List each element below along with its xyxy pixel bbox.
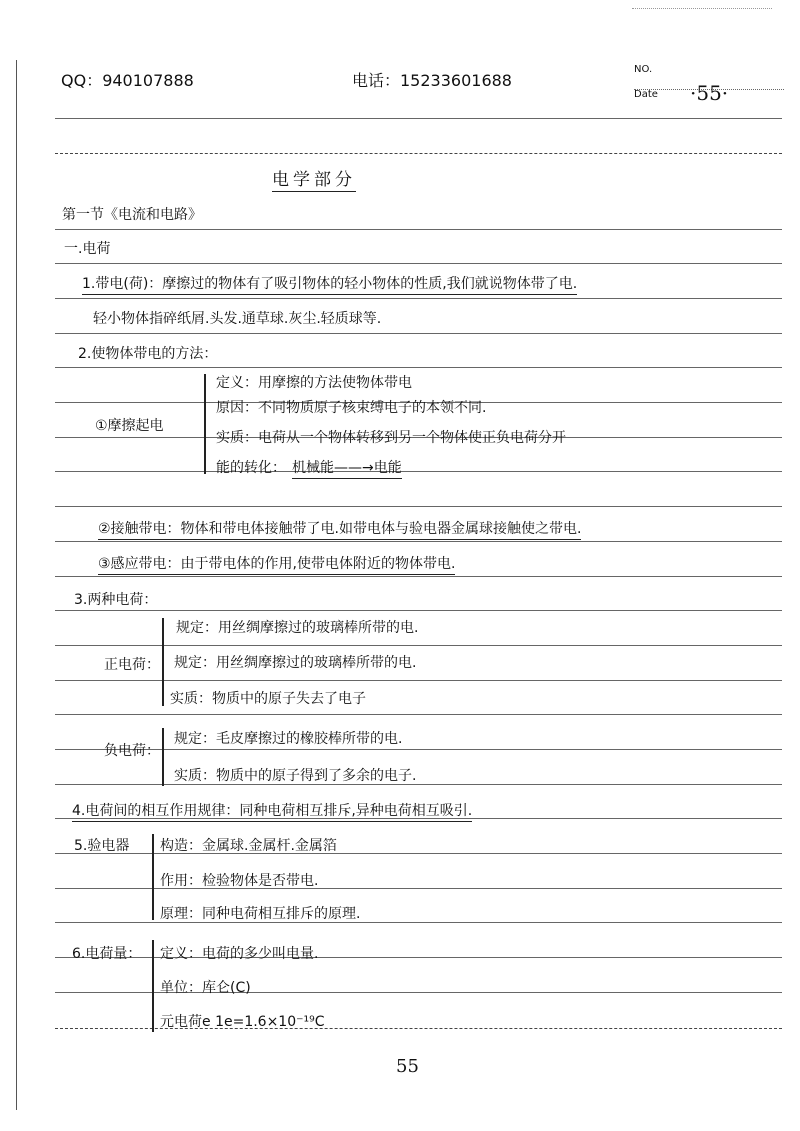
positive-rule-2: 规定：用丝绸摩擦过的玻璃棒所带的电. xyxy=(174,655,417,671)
item-charging-methods: 2.使物体带电的方法： xyxy=(78,346,218,362)
negative-rule: 规定：毛皮摩擦过的橡胶棒所带的电. xyxy=(174,731,403,747)
date-row xyxy=(634,81,784,105)
ruled-line xyxy=(55,784,782,785)
friction-cause: 原因：不同物质原子核束缚电子的本领不同. xyxy=(216,400,487,416)
top-dotted-line xyxy=(632,8,772,9)
ruled-line xyxy=(55,367,782,368)
charge-quantity-unit: 单位：库仑(C) xyxy=(160,980,251,996)
ruled-line xyxy=(55,298,782,299)
charge-quantity-definition: 定义：电荷的多少叫电量. xyxy=(160,946,319,962)
charge-quantity-elementary: 元电荷e 1e=1.6×10⁻¹⁹C xyxy=(160,1014,325,1030)
ruled-line xyxy=(55,229,782,230)
electroscope-label: 5.验电器 xyxy=(74,838,130,854)
no-date-box xyxy=(634,64,784,105)
ruled-line xyxy=(55,714,782,715)
positive-rule-1: 规定：用丝绸摩擦过的玻璃棒所带的电. xyxy=(176,620,419,636)
positive-label: 正电荷： xyxy=(104,657,160,673)
ruled-line xyxy=(55,263,782,264)
electroscope-brace xyxy=(152,834,154,920)
date-value: ·55· xyxy=(690,81,729,105)
charge-quantity-label: 6.电荷量： xyxy=(72,946,142,962)
ruled-line xyxy=(55,610,782,611)
page-number: 55 xyxy=(396,1056,419,1077)
ruled-line xyxy=(55,576,782,577)
friction-label: ①摩擦起电 xyxy=(95,418,164,434)
item-contact-electrification: ②接触带电：物体和带电体接触带了电.如带电体与验电器金属球接触使之带电. xyxy=(98,518,581,540)
ruled-line xyxy=(55,153,782,154)
ruled-line xyxy=(55,749,782,750)
date-label: Date xyxy=(634,89,658,100)
charge-quantity-brace xyxy=(152,940,154,1032)
friction-energy-label: 能的转化： xyxy=(216,460,286,476)
positive-brace xyxy=(162,618,164,706)
friction-definition: 定义：用摩擦的方法使物体带电 xyxy=(216,375,412,391)
ruled-line xyxy=(55,680,782,681)
ruled-line xyxy=(55,506,782,507)
electroscope-principle: 原理：同种电荷相互排斥的原理. xyxy=(160,906,361,922)
positive-essence: 实质：物质中的原子失去了电子 xyxy=(170,691,366,707)
no-label: NO. xyxy=(634,64,653,75)
ruled-line xyxy=(55,645,782,646)
item-two-charges: 3.两种电荷： xyxy=(74,592,158,608)
item-interaction-law: 4.电荷间的相互作用规律：同种电荷相互排斥,异种电荷相互吸引. xyxy=(72,800,472,822)
section-heading: 第一节《电流和电路》 xyxy=(62,207,202,223)
item-charged-definition: 1.带电(荷)：摩擦过的物体有了吸引物体的轻小物体的性质,我们就说物体带了电. xyxy=(82,273,577,295)
friction-brace xyxy=(204,374,206,474)
negative-brace xyxy=(162,728,164,786)
ruled-line xyxy=(55,333,782,334)
ruled-line xyxy=(55,541,782,542)
ruled-line xyxy=(55,471,782,472)
negative-essence: 实质：物质中的原子得到了多余的电子. xyxy=(174,768,417,784)
binding-line xyxy=(16,60,17,1110)
subheading-charge: 一.电荷 xyxy=(64,241,111,257)
header-qq: QQ：940107888 xyxy=(61,71,194,90)
friction-essence: 实质：电荷从一个物体转移到另一个物体使正负电荷分开 xyxy=(216,430,566,446)
item-light-objects: 轻小物体指碎纸屑.头发.通草球.灰尘.轻质球等. xyxy=(93,311,382,327)
header-phone: 电话：15233601688 xyxy=(352,71,512,90)
ruled-line xyxy=(55,118,782,119)
item-induction-electrification: ③感应带电：由于带电体的作用,使带电体附近的物体带电. xyxy=(98,553,455,575)
negative-label: 负电荷： xyxy=(104,743,160,759)
electroscope-function: 作用：检验物体是否带电. xyxy=(160,873,319,889)
friction-energy-value: 机械能——→电能 xyxy=(292,457,402,479)
electroscope-structure: 构造：金属球.金属杆.金属箔 xyxy=(160,838,337,854)
page-title: 电学部分 xyxy=(272,165,356,192)
